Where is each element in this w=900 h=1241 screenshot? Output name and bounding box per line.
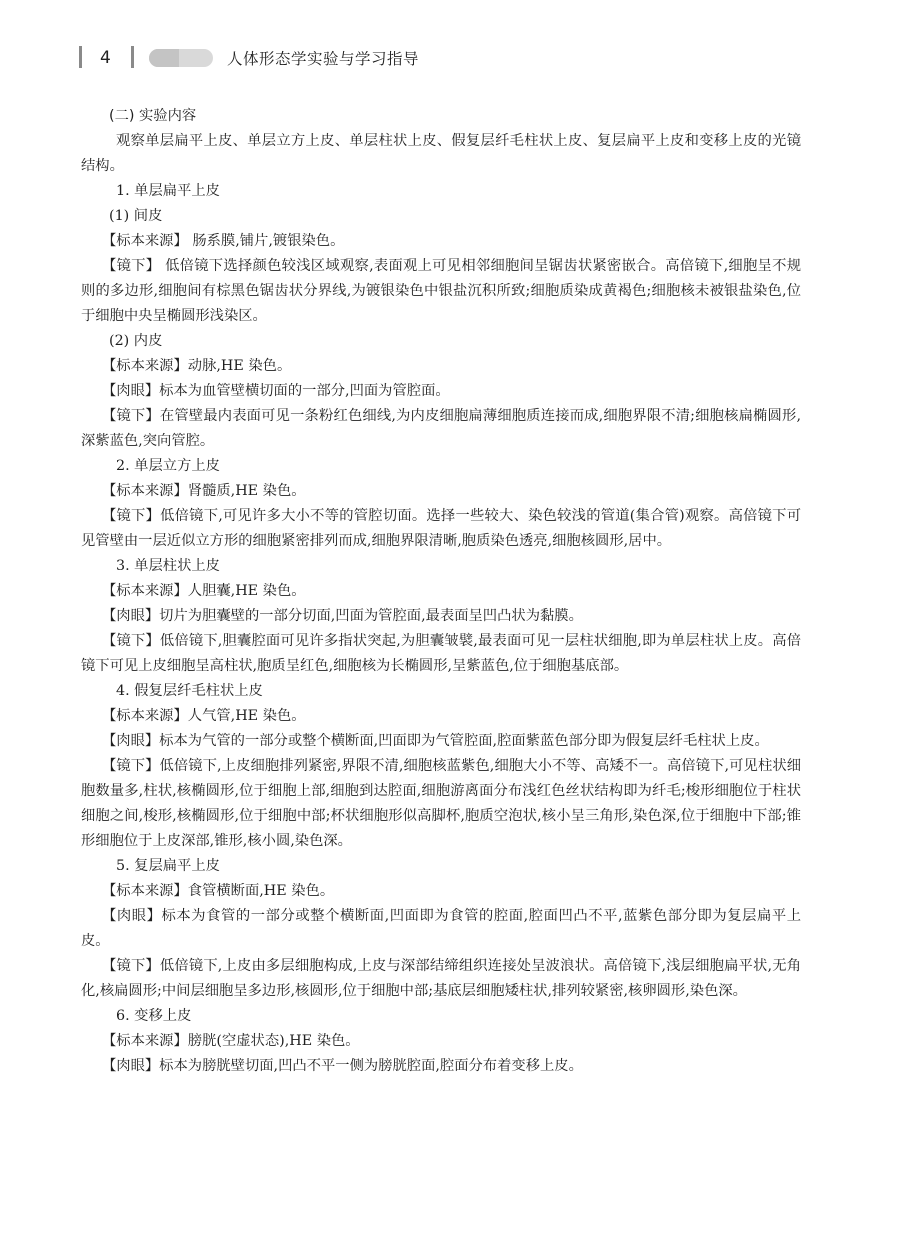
- item-title: 4. 假复层纤毛柱状上皮: [116, 683, 263, 699]
- microscope-observation: 【镜下】低倍镜下,可见许多大小不等的管腔切面。选择一些较大、染色较浅的管道(集合管)观察。高倍镜下可见管壁由一层近似立方形的细胞紧密排列而成,细胞界限清晰,胞质染色透亮,细胞核圆形,居中。: [81, 508, 801, 549]
- subitem-title: (2) 内皮: [109, 333, 163, 349]
- naked-eye-observation: 【肉眼】切片为胆囊壁的一部分切面,凹面为管腔面,最表面呈凹凸状为黏膜。: [102, 608, 583, 624]
- item-title: 3. 单层柱状上皮: [116, 558, 220, 574]
- item-title: 6. 变移上皮: [116, 1008, 192, 1024]
- header-divider: [131, 46, 134, 68]
- specimen-source: 【标本来源】动脉,HE 染色。: [102, 358, 292, 374]
- specimen-source: 【标本来源】 肠系膜,铺片,镀银染色。: [102, 233, 345, 249]
- page-header: [0, 0, 900, 90]
- subitem-title: (1) 间皮: [109, 208, 163, 224]
- specimen-source: 【标本来源】膀胱(空虚状态),HE 染色。: [102, 1033, 360, 1049]
- naked-eye-observation: 【肉眼】标本为食管的一部分或整个横断面,凹面即为食管的腔面,腔面凹凸不平,蓝紫色部分即为复层扁平上皮。: [81, 908, 801, 949]
- item-title: 1. 单层扁平上皮: [116, 183, 220, 199]
- specimen-source: 【标本来源】人气管,HE 染色。: [102, 708, 306, 724]
- header-decoration: [149, 49, 213, 67]
- microscope-observation: 【镜下】低倍镜下,上皮由多层细胞构成,上皮与深部结缔组织连接处呈波浪状。高倍镜下,浅层细胞扁平状,无角化,核扁圆形;中间层细胞呈多边形,核圆形,位于细胞中部;基底层细胞矮柱状,排列较紧密,核卵圆形,染色深。: [81, 958, 801, 999]
- specimen-source: 【标本来源】食管横断面,HE 染色。: [102, 883, 335, 899]
- naked-eye-observation: 【肉眼】标本为膀胱壁切面,凹凸不平一侧为膀胱腔面,腔面分布着变移上皮。: [102, 1058, 583, 1074]
- microscope-observation: 【镜下】在管壁最内表面可见一条粉红色细线,为内皮细胞扁薄细胞质连接而成,细胞界限不清;细胞核扁椭圆形,深紫蓝色,突向管腔。: [81, 408, 801, 449]
- microscope-observation: 【镜下】低倍镜下,胆囊腔面可见许多指状突起,为胆囊皱襞,最表面可见一层柱状细胞,即为单层柱状上皮。高倍镜下可见上皮细胞呈高柱状,胞质呈红色,细胞核为长椭圆形,呈紫蓝色,位于细胞基底部。: [81, 633, 801, 674]
- naked-eye-observation: 【肉眼】标本为气管的一部分或整个横断面,凹面即为气管腔面,腔面紫蓝色部分即为假复层纤毛柱状上皮。: [102, 733, 769, 749]
- specimen-source: 【标本来源】肾髓质,HE 染色。: [102, 483, 306, 499]
- running-title: 人体形态学实验与学习指导: [227, 50, 420, 68]
- page-body: [81, 104, 801, 1079]
- header-divider: [79, 46, 82, 68]
- item-title: 5. 复层扁平上皮: [116, 858, 220, 874]
- item-title: 2. 单层立方上皮: [116, 458, 220, 474]
- microscope-observation: 【镜下】 低倍镜下选择颜色较浅区域观察,表面观上可见相邻细胞间呈锯齿状紧密嵌合。高倍镜下,细胞呈不规则的多边形,细胞间有棕黑色锯齿状分界线,为镀银染色中银盐沉积所致;细胞质染成黄褐色;细胞核未被银盐染色,位于细胞中央呈椭圆形浅染区。: [81, 258, 801, 324]
- naked-eye-observation: 【肉眼】标本为血管壁横切面的一部分,凹面为管腔面。: [102, 383, 450, 399]
- section-title: (二) 实验内容: [109, 108, 197, 124]
- microscope-observation: 【镜下】低倍镜下,上皮细胞排列紧密,界限不清,细胞核蓝紫色,细胞大小不等、高矮不一。高倍镜下,可见柱状细胞数量多,柱状,核椭圆形,位于细胞上部,细胞到达腔面,细胞游离面分布浅红色丝状结构即为纤毛;梭形细胞位于柱状细胞之间,梭形,核椭圆形,位于细胞中部;杯状细胞形似高脚杯,胞质空泡状,核小呈三角形,染色深,位于细胞中下部;锥形细胞位于上皮深部,锥形,核小圆,染色深。: [81, 758, 801, 849]
- page-number: 4: [100, 48, 111, 68]
- specimen-source: 【标本来源】人胆囊,HE 染色。: [102, 583, 306, 599]
- intro-paragraph: 观察单层扁平上皮、单层立方上皮、单层柱状上皮、假复层纤毛柱状上皮、复层扁平上皮和变移上皮的光镜结构。: [81, 133, 801, 174]
